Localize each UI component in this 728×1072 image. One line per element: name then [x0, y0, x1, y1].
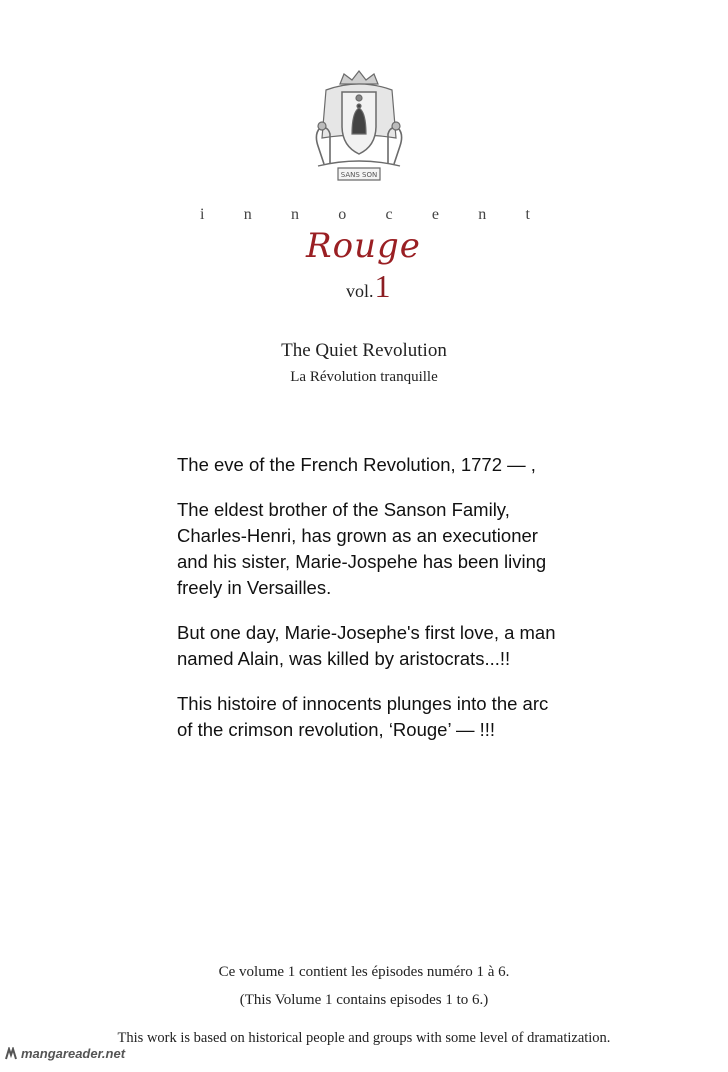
synopsis: [177, 452, 597, 762]
volume-label: [346, 268, 391, 305]
synopsis-line: named Alain, was killed by aristocrats...!!: [177, 648, 511, 669]
series-letter: n: [478, 206, 487, 223]
synopsis-line: freely in Versailles.: [177, 577, 332, 598]
synopsis-line: Charles-Henri, has grown as an executioner: [177, 525, 538, 546]
volume-number: 1: [374, 268, 391, 304]
synopsis-line: But one day, Marie-Josephe's first love, a man: [177, 622, 556, 643]
series-letter: i: [200, 206, 205, 223]
series-letter: o: [338, 206, 347, 223]
subtitle-english: The Quiet Revolution: [281, 340, 447, 361]
watermark-text: mangareader.net: [21, 1046, 126, 1061]
synopsis-paragraph: [177, 691, 597, 743]
crest-banner-text: SANS SON: [340, 171, 378, 179]
subtitle-french: La Révolution tranquille: [290, 369, 438, 385]
sanson-crest-icon: [300, 68, 418, 186]
synopsis-line: The eldest brother of the Sanson Family,: [177, 499, 510, 520]
series-letter: e: [431, 206, 439, 223]
contents-french: Ce volume 1 contient les épisodes numéro 1 à 6.: [218, 964, 510, 980]
series-letter: t: [525, 206, 530, 223]
manga-logo-icon: [4, 1047, 18, 1061]
contents-english: (This Volume 1 contains episodes 1 to 6.): [239, 992, 489, 1008]
volume-prefix: vol.: [346, 281, 374, 301]
synopsis-line: The eve of the French Revolution, 1772 — ,: [177, 454, 536, 475]
disclaimer: This work is based on historical people and groups with some level of dramatization.: [117, 1030, 611, 1046]
synopsis-line: This histoire of innocents plunges into the arc: [177, 693, 549, 714]
series-letter: n: [243, 206, 252, 223]
synopsis-paragraph: [177, 620, 597, 672]
synopsis-paragraph: [177, 452, 597, 478]
synopsis-line: and his sister, Marie-Jospehe has been living: [177, 551, 547, 572]
synopsis-line: of the crimson revolution, ‘Rouge’ — !!!: [177, 719, 496, 740]
series-title-innocent: [200, 206, 530, 224]
watermark: [4, 1046, 125, 1061]
title-rouge-script: Rouge: [306, 226, 421, 266]
series-letter: n: [290, 206, 299, 223]
series-letter: c: [385, 206, 393, 223]
synopsis-paragraph: [177, 497, 597, 601]
